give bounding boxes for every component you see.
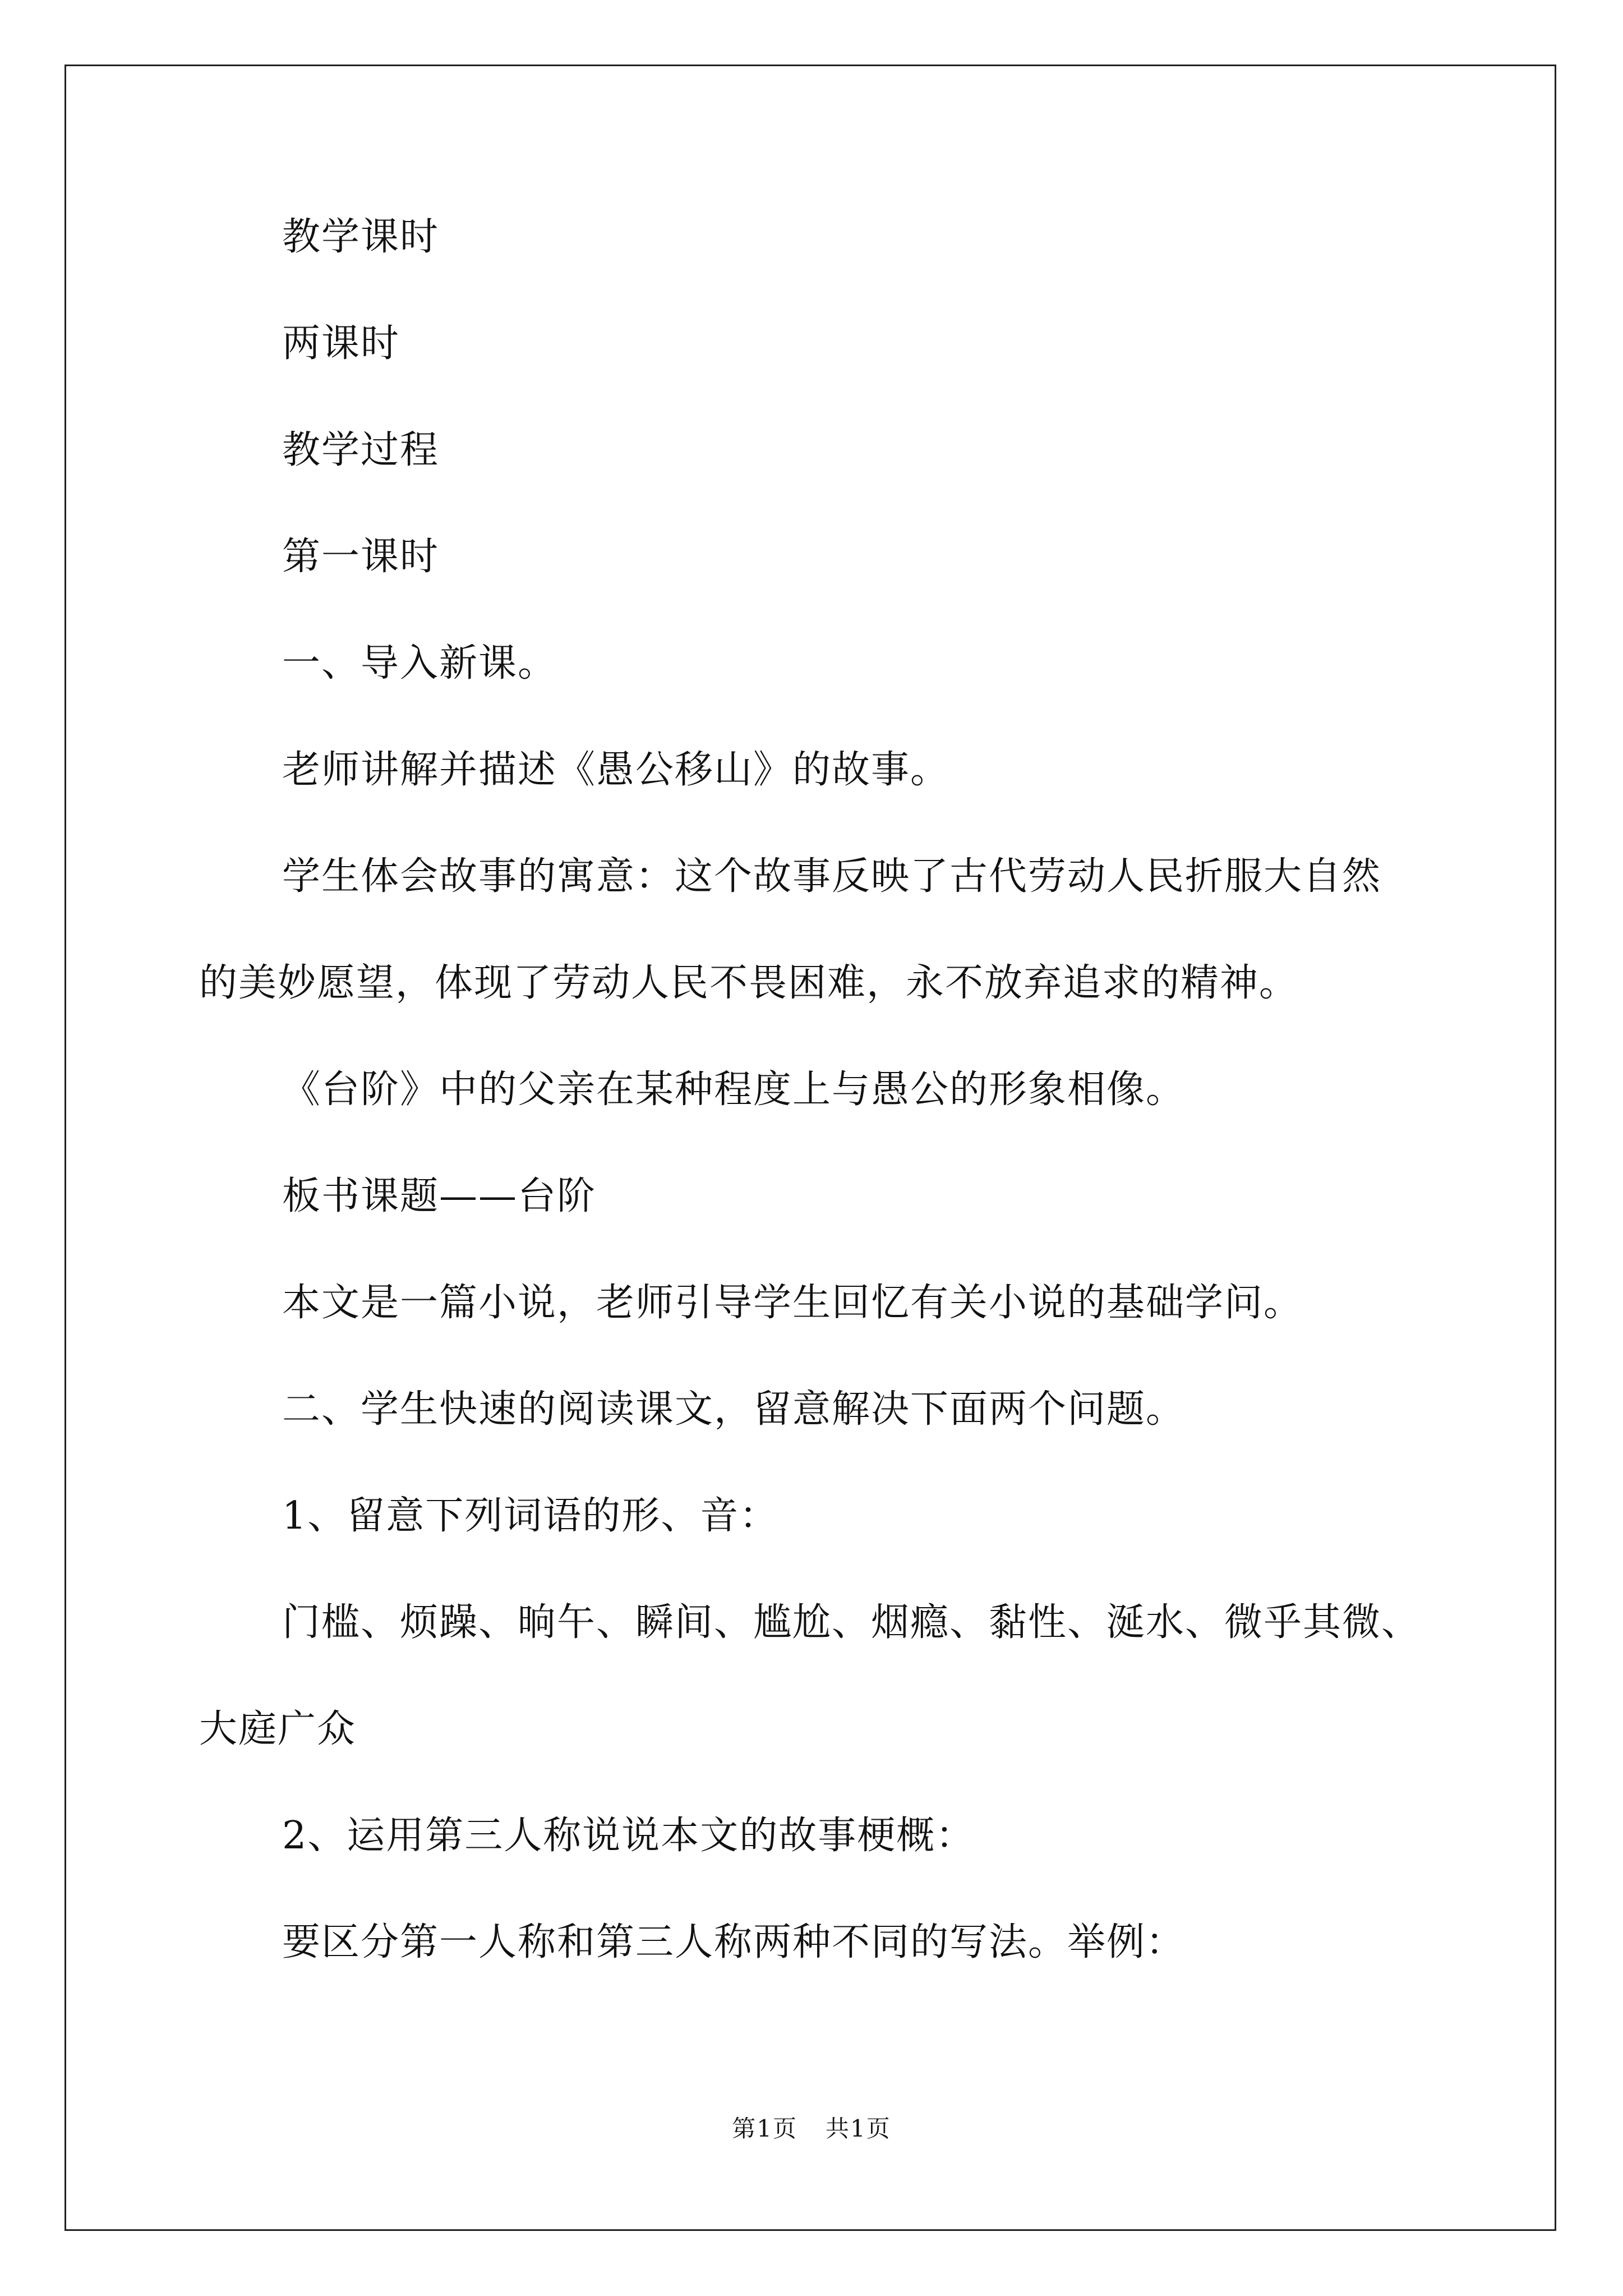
paragraph-novel: 本文是一篇小说，老师引导学生回忆有关小说的基础学问。 <box>282 1281 1303 1325</box>
paragraph-moral-line-2: 的美妙愿望，体现了劳动人民不畏困难，永不放弃追求的精神。 <box>199 961 1299 1005</box>
paragraph-reading: 二、学生快速的阅读课文，留意解决下面两个问题。 <box>282 1387 1186 1432</box>
paragraph-lesson-hours: 两课时 <box>282 321 400 366</box>
paragraph-first-lesson: 第一课时 <box>282 535 440 579</box>
paragraph-person: 要区分第一人称和第三人称两种不同的写法。举例： <box>282 1920 1186 1964</box>
paragraph-lesson-hours-heading: 教学课时 <box>282 215 440 259</box>
paragraph-story: 老师讲解并描述《愚公移山》的故事。 <box>282 748 950 792</box>
paragraph-process-heading: 教学过程 <box>282 428 440 472</box>
paragraph-intro: 一、导入新课。 <box>282 641 557 685</box>
paragraph-vocab <box>199 1600 1478 1752</box>
document-body <box>199 215 1478 2027</box>
paragraph-vocab-heading: 1、留意下列词语的形、音： <box>282 1494 779 1538</box>
paragraph-moral <box>199 854 1478 1006</box>
page-total: 共1页 <box>826 2115 891 2142</box>
page-footer <box>0 2115 1623 2143</box>
paragraph-moral-line-1: 学生体会故事的寓意：这个故事反映了古代劳动人民折服大自然 <box>282 854 1382 899</box>
page-number: 第1页 <box>732 2115 797 2142</box>
paragraph-summary: 2、运用第三人称说说本文的故事梗概： <box>282 1814 975 1858</box>
paragraph-vocab-line-2: 大庭广众 <box>199 1707 357 1751</box>
paragraph-father: 《台阶》中的父亲在某种程度上与愚公的形象相像。 <box>282 1068 1186 1112</box>
paragraph-title: 板书课题——台阶 <box>282 1174 597 1218</box>
paragraph-vocab-line-1: 门槛、烦躁、晌午、瞬间、尴尬、烟瘾、黏性、涎水、微乎其微、 <box>282 1600 1421 1645</box>
